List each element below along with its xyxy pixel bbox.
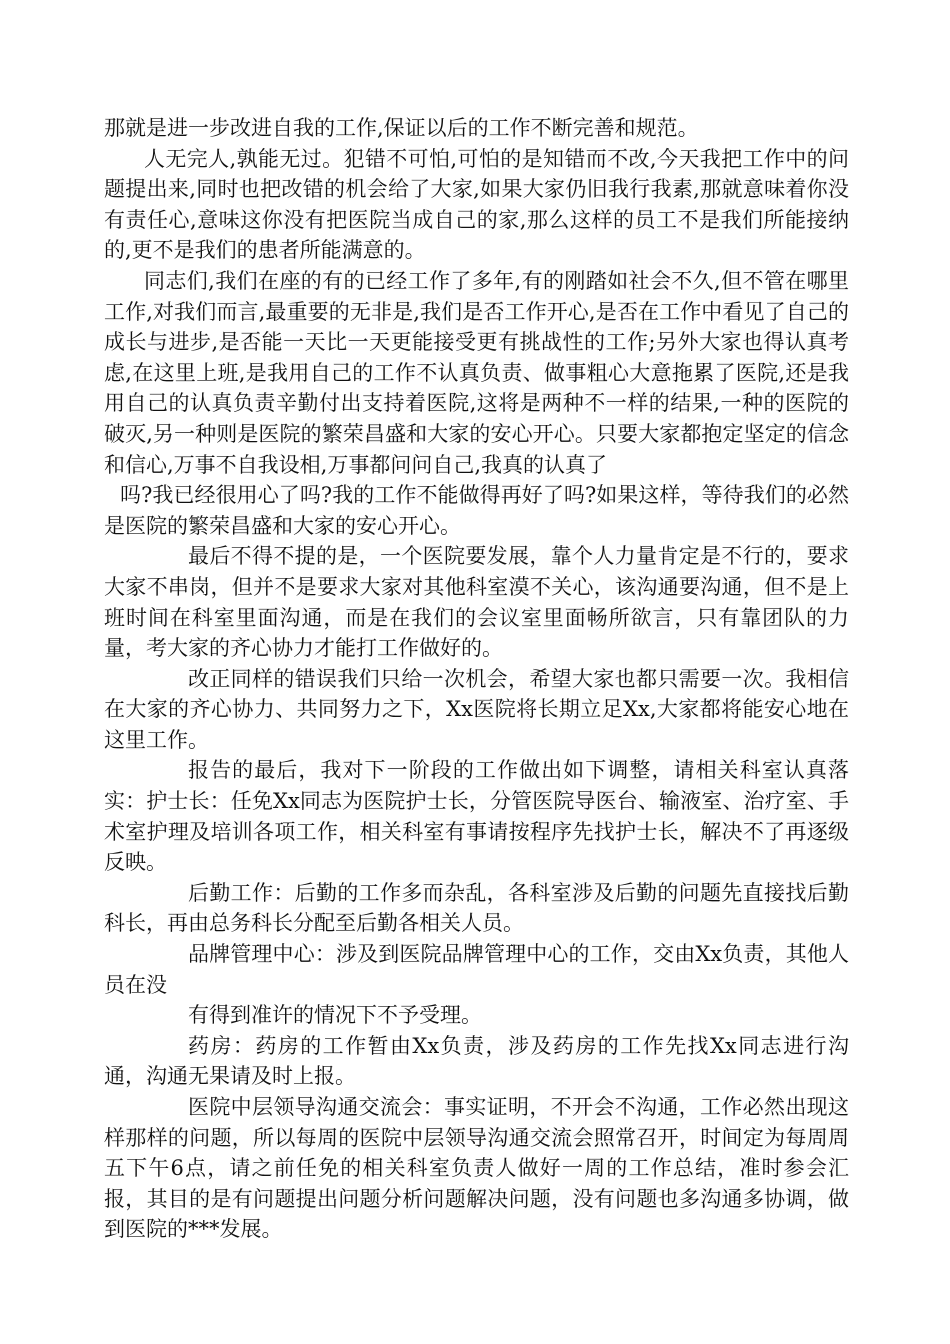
paragraph-8: 后勤工作：后勤的工作多而杂乱，各科室涉及后勤的问题先直接找后勤科长，再由总务科长分配至后勤各相关人员。 — [104, 880, 849, 936]
paragraph-1: 那就是进一步改进自我的工作,保证以后的工作不断完善和规范。 — [104, 116, 699, 140]
paragraph-4: 吗?我已经很用心了吗?我的工作不能做得再好了吗?如果这样，等待我们的必然是医院的繁荣昌盛和大家的安心开心。 — [104, 483, 849, 538]
paragraph-9: 品牌管理中心：涉及到医院品牌管理中心的工作，交由Xx负责，其他人员在没 — [104, 942, 849, 997]
paragraph-5: 最后不得不提的是，一个医院要发展，靠个人力量肯定是不行的，要求大家不串岗，但并不是要求大家对其他科室漠不关心，该沟通要沟通，但不是上班时间在科室里面沟通，而是在我们的会议室里面畅所欲言，只有靠团队的力量，考大家的齐心协力才能打工作做好的。 — [104, 544, 849, 661]
paragraph-7: 报告的最后，我对下一阶段的工作做出如下调整，请相关科室认真落实：护士长：任免Xx同志为医院护士长，分管医院导医台、输液室、治疗室、手术室护理及培训各项工作，相关科室有事请按程序先找护士长，解决不了再逐级反映。 — [104, 758, 849, 875]
paragraph-11: 药房：药房的工作暂由Xx负责，涉及药房的工作先找Xx同志进行沟通，沟通无果请及时上报。 — [104, 1033, 849, 1089]
paragraph-2: 人无完人,孰能无过。犯错不可怕,可怕的是知错而不改,今天我把工作中的问题提出来,同时也把改错的机会给了大家,如果大家仍旧我行我素,那就意味着你没有责任心,意味这你没有把医院当成自己的家,那么这样的员工不是我们所能接纳的,更不是我们的患者所能满意的。 — [104, 146, 849, 263]
paragraph-6: 改正同样的错误我们只给一次机会，希望大家也都只需要一次。我相信在大家的齐心协力、共同努力之下，Xx医院将长期立足Xx,大家都将能安心地在这里工作。 — [104, 666, 849, 752]
paragraph-3: 同志们,我们在座的有的已经工作了多年,有的刚踏如社会不久,但不管在哪里工作,对我们而言,最重要的无非是,我们是否工作开心,是否在工作中看见了自己的成长与进步,是否能一天比一天更能接受更有挑战性的工作;另外大家也得认真考虑,在这里上班,是我用自己的工作不认真负责、做事粗心大意拖累了医院,还是我用自己的认真负责辛勤付出支持着医院,这将是两种不一样的结果,一种的医院的破灭,另一种则是医院的繁荣昌盛和大家的安心开心。只要大家都抱定坚定的信念和信心,万事不自我设相,万事都问问自己,我真的认真了 — [104, 268, 849, 477]
document-body — [104, 113, 849, 1245]
paragraph-10: 有得到准许的情况下不予受理。 — [188, 1003, 482, 1028]
paragraph-12: 医院中层领导沟通交流会：事实证明，不开会不沟通，工作必然出现这样那样的问题，所以每周的医院中层领导沟通交流会照常召开，时间定为每周周五下午6点，请之前任免的相关科室负责人做好一周的工作总结，准时参会汇报，其目的是有问题提出问题分析问题解决问题，没有问题也多沟通多协调，做到医院的***发展。 — [104, 1095, 849, 1242]
